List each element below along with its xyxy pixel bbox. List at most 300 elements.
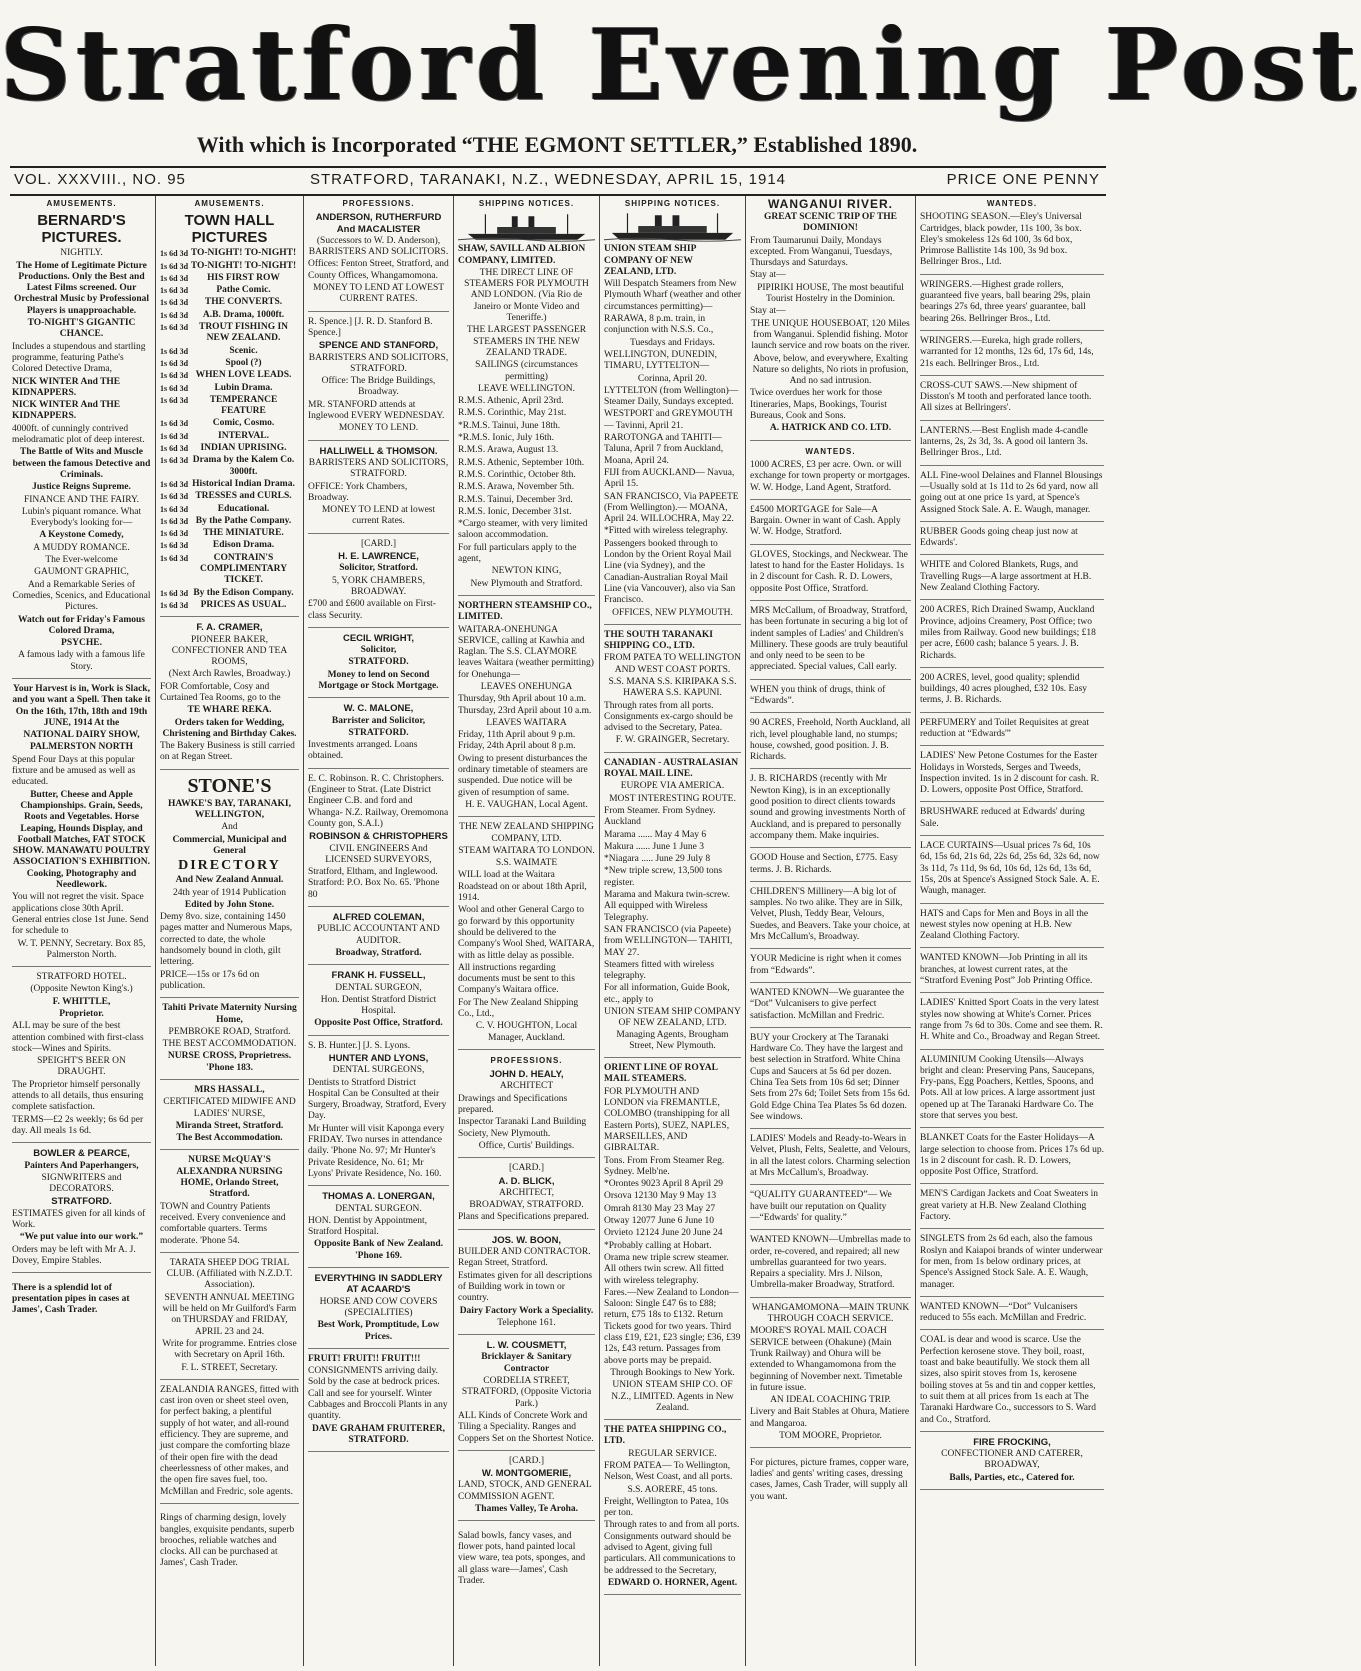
ad-text: Orders taken for Wedding, Christening and Birthday Cakes. bbox=[162, 717, 297, 739]
column-wanganui-wanteds bbox=[746, 196, 916, 1666]
ad-text: Offices: Fenton Street, Stratford, and County Offices, Whangamomona. bbox=[308, 259, 449, 281]
ad-text: S.S. MANA S.S. KIRIPAKA S.S. HAWERA S.S. KAPUNI. bbox=[608, 676, 737, 699]
ad-text: WANTED KNOWN—Job Printing in all its branches, at lowest current rates, at the “Stratford Evening Post” Job Printing Office. bbox=[920, 953, 1093, 987]
ad-text: R. Spence.] [J. R. D. Stanford B. Spence.] bbox=[308, 316, 433, 338]
ad-text: 1000 ACRES, £3 per acre. Own. or will exchange for town property or mortgages. W. W. Hodge, Land Agent, Stratford. bbox=[750, 459, 910, 493]
ad-text: Proprietor. bbox=[59, 1009, 104, 1019]
sailing-item: R.M.S. Corinthic, October 8th. bbox=[458, 469, 576, 480]
section-heading: AMUSEMENTS. bbox=[194, 199, 265, 208]
column-amusements-2 bbox=[156, 196, 304, 1666]
ad-text: PSYCHE. bbox=[61, 638, 102, 649]
ad-text: The Proprietor himself personally attends to all details, thus ensuring complete satisfaction. bbox=[12, 1079, 144, 1113]
ad-text: THE DIRECT LINE OF STEAMERS FOR PLYMOUTH AND LONDON. (Via Rio de Janeiro or Monte Video and Teneriffe.) bbox=[464, 267, 589, 324]
section-heading: PROFESSIONS. bbox=[342, 199, 415, 208]
ad-text: *Probably calling at Hobart. bbox=[604, 1240, 712, 1251]
sailing-item: R.M.S. Athenic, April 23rd. bbox=[458, 396, 564, 407]
ad-text: REGULAR SERVICE. bbox=[628, 1448, 717, 1459]
ad-text: Wool and other General Cargo to go forward by this opportunity should be delivered to the Company's Wool Shed, WAITARA, with as little delay as possible. bbox=[458, 905, 595, 961]
masthead-subtitle: With which is Incorporated “THE EGMONT SETTLER,” Established 1890. bbox=[196, 132, 918, 157]
ad-blick bbox=[458, 1163, 595, 1229]
ad-wanted bbox=[750, 1134, 911, 1185]
ad-wanted bbox=[920, 909, 1104, 949]
ad-text: OFFICE: York Chambers, Broadway. bbox=[308, 481, 408, 503]
programme-item: WHEN LOVE LEADS. bbox=[195, 370, 292, 381]
ad-title: BERNARD'S PICTURES. bbox=[37, 212, 126, 247]
programme-line bbox=[160, 248, 299, 259]
ad-text: SHOOTING SEASON.—Eley's Universal Cartridges, black powder, 11s 100, 3s box. Eley's smokeless 12s 6d 100, 3s 6d box, Primrose Ballistite 14s 100, 3s 9d box. Bellringer Bros., Ltd. bbox=[920, 212, 1082, 268]
ad-text: ESTIMATES given for all kinds of Work. bbox=[12, 1208, 146, 1231]
ad-wanted bbox=[920, 605, 1104, 667]
ad-title: SHAW, SAVILL AND ALBION COMPANY, LIMITED. bbox=[458, 244, 586, 266]
ad-text: CHILDREN'S Millinery—A big lot of samples. No two alike. They are in Silk, Velvet, Plush, Teddy Bear, Velours, Suedes, and Beavers. Take your choice, at Mrs McCallum's, Broadway. bbox=[750, 886, 910, 943]
ad-text: Bricklayer & Sanitary Contractor bbox=[481, 1352, 572, 1374]
ad-text: A famous lady with a famous life Story. bbox=[18, 650, 145, 672]
ad-title: F. A. CRAMER, bbox=[196, 622, 263, 634]
ad-wanted bbox=[920, 381, 1104, 421]
ad-text: Investments arranged. Loans obtained. bbox=[308, 740, 418, 762]
ad-text: You will not regret the visit. Space applications close 30th April. General entries close 1st June. Send for schedule to bbox=[12, 892, 149, 937]
price-tag: 1s 6d 3d bbox=[160, 346, 189, 356]
ad-text: For The New Zealand Shipping Co., Ltd., bbox=[458, 997, 579, 1019]
ad-text: [CARD.] bbox=[508, 1163, 545, 1174]
ad-text: F. W. GRAINGER, Secretary. bbox=[615, 735, 730, 746]
ad-town-hall-pictures bbox=[160, 212, 299, 617]
ad-text: BUY your Crockery at The Taranaki Hardware Co. They have the largest and best selection in Stratford. White China Cups and Saucers at 5s 6d per dozen. China Tea Sets from 10s 6d set; Dinner Sets from 27s 6d; Toilet Sets from 15s 6d. Gold Edge China Tea Plates 5s 6d dozen. See windows. bbox=[750, 1032, 910, 1122]
ad-text: SAILINGS (circumstances permitting) bbox=[475, 360, 578, 382]
ad-text: SINGLETS from 2s 6d each, also the famous Roslyn and Kaiapoi brands of winter underwear for men, from 1s below ordinary prices, at Spence's Assigned Stock Sale. A. E. Waugh, manager. bbox=[920, 1234, 1103, 1290]
sailing-item: R.M.S. Arawa, August 13. bbox=[458, 445, 559, 456]
ad-text: SAN FRANCISCO (via Papeete) from WELLINGTON— TAHITI, MAY 27. bbox=[604, 924, 733, 958]
programme-item: By the Edison Company. bbox=[193, 587, 294, 598]
ad-text: HON. Dentist by Appointment, Stratford Hospital. bbox=[308, 1215, 428, 1238]
ad-cramer bbox=[160, 622, 299, 770]
table-row: Orvieto 12124 June 20 June 24 bbox=[604, 1228, 723, 1239]
ad-bowler-pearce bbox=[12, 1148, 151, 1273]
ad-cecil-wright bbox=[308, 633, 449, 698]
ad-text: WESTPORT and GREYMOUTH— Tavinni, April 21. bbox=[604, 409, 733, 431]
column-wanteds bbox=[916, 196, 1108, 1666]
ad-text: BARRISTERS AND SOLICITORS, STRATFORD. bbox=[308, 352, 449, 374]
sailing-item: R.M.S. Corinthic, May 21st. bbox=[458, 408, 567, 419]
ad-text: *Cargo steamer, with very limited saloon accommodation. bbox=[458, 519, 588, 541]
ad-text: ALL may be sure of the best attention combined with first-class stock—Wines and Spirits. bbox=[12, 1021, 144, 1054]
ad-text: NEWTON KING, bbox=[491, 566, 562, 577]
ad-text: S.S. AORERE, 45 tons. bbox=[627, 1484, 718, 1495]
ad-text: TOWN and Country Patients received. Every convenience and comfortable quarters. Terms moderate. 'Phone 54. bbox=[160, 1201, 286, 1246]
sailing-item: R.M.S. Ionic, December 31st. bbox=[458, 506, 572, 517]
ad-text: £700 and £600 available on First-class Security. bbox=[308, 599, 436, 621]
ad-stones-directory bbox=[160, 775, 299, 998]
ad-text: WAITARA-ONEHUNGA SERVICE, calling at Kawhia and Raglan. The S.S. CLAYMORE leaves Waitara (weather permitting) for Onehunga— bbox=[458, 624, 594, 680]
ad-text: WANTED KNOWN—“Dot” Vulcanisers reduced to 55s each. McMillan and Fredric. bbox=[920, 1301, 1087, 1324]
ad-text: (Next Arch Rawles, Broadway.) bbox=[168, 669, 291, 680]
ad-text: Lubin's piquant romance. What Everybody's looking for— bbox=[21, 506, 142, 529]
column-shipping-2 bbox=[600, 196, 746, 1666]
ad-subtitle: PALMERSTON NORTH bbox=[29, 742, 134, 753]
programme-line bbox=[160, 310, 299, 321]
ad-text: W. T. PENNY, Secretary. Box 85, Palmerston North. bbox=[17, 938, 146, 960]
ad-wanted bbox=[920, 527, 1104, 556]
ad-title: JOHN D. HEALY, bbox=[489, 1069, 564, 1081]
ad-text: F. L. STREET, Secretary. bbox=[181, 1362, 278, 1373]
ad-text: PRICE—15s or 17s 6d on publication. bbox=[160, 969, 260, 991]
ad-cousmett bbox=[458, 1340, 595, 1451]
ad-title: H. E. LAWRENCE, bbox=[338, 551, 419, 563]
ad-subtitle: NIGHTLY. bbox=[60, 248, 103, 259]
price-tag: 1s 6d 3d bbox=[160, 600, 189, 610]
ad-wanted bbox=[750, 887, 911, 949]
ad-text: CONFECTIONER AND CATERER, BROADWAY, bbox=[941, 1449, 1083, 1471]
volume-number: VOL. XXXVIII., NO. 95 bbox=[14, 171, 186, 188]
ad-wanted bbox=[920, 998, 1104, 1049]
sailing-item: R.M.S. Arawa, November 5th. bbox=[458, 482, 575, 493]
ad-title: ROBINSON & CHRISTOPHERS bbox=[309, 831, 448, 843]
ad-wanted bbox=[920, 471, 1104, 522]
price: PRICE ONE PENNY bbox=[946, 171, 1100, 188]
programme-line bbox=[160, 553, 299, 587]
ad-text: ALL Fine-wool Delaines and Flannel Blousings—Usually sold at 1s 11d to 2s 6d yard, now all going out at one price 1s yard, at Spence's Assigned Stock Sale. A. E. Waugh, manager. bbox=[920, 470, 1103, 515]
ad-bernards-pictures bbox=[12, 212, 151, 679]
ad-wanted bbox=[920, 1133, 1104, 1184]
ad-wanted bbox=[750, 954, 911, 983]
ad-text: And a Remarkable Series of Comedies, Scenics, and Educational Pictures. bbox=[12, 579, 151, 613]
ad-title: NORTHERN STEAMSHIP CO., LIMITED. bbox=[458, 600, 592, 623]
ad-text: Solicitor, bbox=[360, 645, 397, 656]
programme-line bbox=[160, 261, 299, 272]
ad-text: THE BEST ACCOMMODATION. bbox=[162, 1039, 297, 1050]
ad-text: BUILDER AND CONTRACTOR. Regan Street, Stratford. bbox=[458, 1247, 591, 1269]
ad-text: Twice overdues her work for those Itineraries, Maps, Bookings, Tourist Bureaus, Cook and Sons. bbox=[750, 388, 887, 422]
ad-text: LACE CURTAINS—Usual prices 7s 6d, 10s 6d, 15s 6d, 21s 6d, 22s 6d, 25s 6d, 32s 6d, now 3s 11d, 7s 11d, 9s 6d, 10s 6d, 12s 6d, 13s 6d, 15s, 20s at Spence's Assigned Stock Sale. A. E. Waugh, manager. bbox=[920, 841, 1100, 897]
sailing-item: R.M.S. Tainui, December 3rd. bbox=[458, 494, 573, 505]
ad-text: C. V. HOUGHTON, Local Manager, Auckland. bbox=[475, 1021, 578, 1043]
ad-zealandia-ranges bbox=[160, 1385, 299, 1504]
ad-text: Passengers booked through to London by the Orient Royal Mail Line (via Sydney), and the Canadian-Australian Royal Mail Line (via Vancouver), also via San Francisco. bbox=[604, 538, 736, 606]
ad-nurse-mcquay bbox=[160, 1155, 299, 1252]
ad-wanted bbox=[750, 1235, 911, 1297]
ad-text: Opposite Bank of New Zealand. 'Phone 169. bbox=[313, 1239, 444, 1261]
ad-text: WELLINGTON, DUNEDIN, TIMARU, LYTTELTON— bbox=[604, 349, 718, 372]
price-tag: 1s 6d 3d bbox=[160, 553, 189, 563]
ad-title: NATIONAL DAIRY SHOW, bbox=[23, 730, 140, 741]
ad-title: BOWLER & PEARCE, bbox=[33, 1148, 130, 1160]
programme-line bbox=[160, 600, 299, 611]
ad-title: THE NEW ZEALAND SHIPPING COMPANY, LTD. bbox=[459, 822, 594, 844]
ad-title: Tahiti Private Maternity Nursing Home, bbox=[162, 1003, 297, 1025]
ad-text: WRINGERS.—Eureka, high grade rollers, warranted for 12 months, 12s 6d, 17s 6d, 14s, 21s each. Bellringer Bros., Ltd. bbox=[920, 335, 1094, 369]
programme-line bbox=[160, 491, 299, 502]
ad-text: BRUSHWARE reduced at Edwards' during Sale. bbox=[920, 807, 1085, 829]
ad-text: STRATFORD. bbox=[348, 727, 409, 738]
steamship-illustration bbox=[458, 212, 595, 242]
ad-title: L. W. COUSMETT, bbox=[486, 1340, 567, 1352]
ad-title: MRS HASSALL, bbox=[194, 1085, 265, 1095]
columns bbox=[8, 196, 1108, 1666]
column-professions bbox=[304, 196, 454, 1666]
ad-text: FINANCE AND THE FAIRY. bbox=[23, 494, 140, 505]
ad-text: Commercial, Municipal and General bbox=[172, 834, 287, 856]
price-tag: 1s 6d 3d bbox=[160, 516, 189, 526]
ad-fussell bbox=[308, 970, 449, 1035]
ad-text: The Battle of Wits and Muscle between the famous Detective and Criminals. bbox=[12, 447, 151, 480]
place-and-date: STRATFORD, TARANAKI, N.Z., WEDNESDAY, APRIL 15, 1914 bbox=[310, 171, 787, 188]
ad-text: Inspector Taranaki Land Building Society, New Plymouth. bbox=[458, 1117, 587, 1139]
programme-line bbox=[160, 479, 299, 490]
table-row: Orsova 12130 May 9 May 13 bbox=[604, 1191, 717, 1202]
ad-wanted bbox=[920, 673, 1104, 713]
ad-wanted bbox=[920, 1234, 1104, 1296]
ad-text: BROADWAY, STRATFORD. bbox=[469, 1200, 584, 1211]
ad-text: Office, Curtis' Buildings. bbox=[478, 1140, 575, 1151]
programme-item: TROUT FISHING IN NEW ZEALAND. bbox=[198, 322, 289, 344]
ad-text: LEAVES ONEHUNGA bbox=[480, 681, 573, 692]
ad-text: Through rates from all ports. Consignments ex-cargo should be advised to the Secretary, Patea. bbox=[604, 700, 733, 734]
programme-item: THE MINIATURE. bbox=[203, 528, 284, 539]
ad-wanted bbox=[750, 988, 911, 1028]
ad-text: Tons. From From Steamer Reg. Sydney. Melb'ne. bbox=[604, 1155, 725, 1177]
price-tag: 1s 6d 3d bbox=[160, 261, 189, 271]
ad-text: LADIES' New Petone Costumes for the Easter Holidays in Worsteds, Serges and Tweeds, Inspection invited. 1s in 2 discount for cash. R. D. Lowers, opposite Post Office, Stratford. bbox=[920, 751, 1100, 796]
ad-wanted bbox=[920, 1302, 1104, 1331]
ad-shaw-savill bbox=[458, 244, 595, 596]
ad-title: THE SOUTH TARANAKI SHIPPING CO., LTD. bbox=[604, 629, 713, 652]
ad-title: FRANK H. FUSSELL, bbox=[331, 970, 426, 982]
programme-item: CONTRAIN'S COMPLIMENTARY TICKET. bbox=[199, 552, 288, 586]
ad-text: From Taumarunui Daily, Mondays excepted. From Wanganui, Tuesdays, Thursdays and Saturdays. bbox=[750, 235, 893, 269]
ad-wanted bbox=[920, 1189, 1104, 1229]
ad-text: Orders may be left with Mr A. J. Dovey, Empire Stables. bbox=[12, 1244, 136, 1266]
ad-tarata-sheep-dog bbox=[160, 1258, 299, 1380]
ad-frocking bbox=[920, 1437, 1104, 1490]
price-tag: 1s 6d 3d bbox=[160, 456, 189, 466]
ad-wanted bbox=[750, 460, 911, 500]
ad-text: SAN FRANCISCO, Via PAPEETE (From Wellington).— MOANA, April 24. WILLOCHRA, May 22. bbox=[604, 491, 739, 525]
ad-wanted bbox=[750, 1033, 911, 1129]
ad-text: “We put value into our work.” bbox=[19, 1232, 144, 1243]
programme-line bbox=[160, 346, 299, 357]
ad-text: NURSE CROSS, Proprietress. 'Phone 183. bbox=[167, 1051, 292, 1073]
ad-text: UNION STEAM SHIP CO. OF N.Z., LIMITED. Agents in New Zealand. bbox=[611, 1380, 734, 1413]
sailing-list bbox=[458, 396, 595, 518]
ad-text: LADIES' Knitted Sport Coats in the very latest styles now showing at White's Corner. Prices range from 7s 6d to 30s. Come and see them. R. H. White and Co., Broadway and Regan Street. bbox=[920, 998, 1103, 1043]
ad-text: Freight, Wellington to Patea, 10s per ton. bbox=[604, 1496, 729, 1519]
ad-title: WHANGAMOMONA—MAIN TRUNK THROUGH COACH SERVICE. bbox=[751, 1302, 910, 1325]
ad-text: MRS McCallum, of Broadway, Stratford, has been fortunate in securing a big lot of indent samples of Ladies' and Children's Millinery. These goods are truly beautiful and only need to be seen to be appreciated. Special values, Call early. bbox=[750, 605, 909, 673]
programme-item: THE CONVERTS. bbox=[204, 297, 283, 308]
ad-text: MEN'S Cardigan Jackets and Coat Sweaters in great variety at H.B. New Zealand Clothing Factory. bbox=[920, 1189, 1098, 1223]
ad-wanted bbox=[920, 212, 1104, 274]
wanteds-list bbox=[920, 212, 1104, 1432]
ad-text: The Bakery Business is still carried on at Regan Street. bbox=[160, 741, 295, 763]
ad-wanted bbox=[920, 336, 1104, 376]
ad-wanted bbox=[920, 426, 1104, 466]
ad-title: NURSE McQUAY'S ALEXANDRA NURSING HOME, Orlando Street, Stratford. bbox=[176, 1155, 283, 1200]
ad-title: A. D. BLICK, bbox=[498, 1175, 555, 1187]
programme-item: Spool (?) bbox=[225, 357, 262, 368]
programme-item: Lubin Drama. bbox=[214, 382, 273, 393]
ad-text: LEAVES WAITARA bbox=[486, 717, 567, 728]
ad-text: Barrister and Solicitor, bbox=[331, 715, 426, 726]
ad-title: THOMAS A. LONERGAN, bbox=[322, 1191, 435, 1203]
ad-wanted bbox=[920, 1335, 1104, 1431]
ad-text: NICK WINTER And THE KIDNAPPERS. bbox=[12, 400, 121, 422]
ad-text: ALUMINIUM Cooking Utensils—Always bright and clean: Preserving Pans, Saucepans, Fry-pans, Egg Poachers, Kettles, Spoons, and Pots. All at low prices. A large assortment just opened up at The Taranaki Hardware Co. The store that serves you best. bbox=[920, 1054, 1096, 1121]
ad-text: DENTAL SURGEON, bbox=[335, 982, 422, 993]
sailing-item: R.M.S. Athenic, September 10th. bbox=[458, 457, 585, 468]
ad-text: [CARD.] bbox=[360, 538, 397, 549]
ad-text: Fares.—New Zealand to London—Saloon: Single £47 6s to £88; return, £75 18s to £132. Return Tickets good for two years. Third class £19, £21, £23 single; £36, £39 12s, £43 return. Passages from above ports may be prepaid. bbox=[604, 1287, 741, 1366]
ad-text: PIONEER BAKER, CONFECTIONER AND TEA ROOMS, bbox=[171, 634, 288, 668]
ad-hunter-lyons bbox=[308, 1041, 449, 1187]
ad-wanted bbox=[920, 280, 1104, 331]
ad-text: 24th year of 1914 Publication bbox=[173, 887, 286, 898]
ad-text: MOORE'S ROYAL MAIL COACH SERVICE between (Ohakune) (Main Trunk Railway) and Ohura will be extended to Whangamomona from the beginning of November next. Timetable in future issue. bbox=[750, 1326, 903, 1393]
ad-text: Steamers fitted with wireless telegraphy. bbox=[604, 959, 715, 982]
ad-text: (Opposite Newton King's.) bbox=[30, 984, 133, 995]
ad-title: FIRE FROCKING, bbox=[973, 1436, 1051, 1448]
ad-text: 200 ACRES, Rich Drained Swamp, Auckland Province, adjoins Creamery, Post Office; two miles from Railway. Good new buildings; £18 per acre, £600 cash; balance 5 years. J. B. Richards. bbox=[920, 605, 1096, 661]
ad-text: MOST INTERESTING ROUTE. bbox=[609, 793, 736, 804]
ad-title: CANADIAN - AUSTRALASIAN ROYAL MAIL LINE. bbox=[604, 757, 739, 780]
ad-text: Will Despatch Steamers from New Plymouth Wharf (weather and other circumstances permitting)— bbox=[604, 279, 742, 312]
ad-text: THE LARGEST PASSENGER STEAMERS IN THE NEW ZEALAND TRADE. bbox=[466, 325, 587, 358]
masthead bbox=[0, 0, 1361, 188]
ad-text: ALL Kinds of Concrete Work and Tiling a Speciality. Ranges and Coppers Set on the Shortest Notice. bbox=[458, 1410, 594, 1444]
ad-text: E. C. Robinson. R. C. Christophers. (Engineer to Strat. (Late District Engineer C.B. and ford and Whanga- N.Z. Railway, Oremomona County gon, S.A.I.) bbox=[308, 773, 449, 829]
ad-text: LYTTELTON (from Wellington)— Steamer Daily, Sundays excepted. bbox=[604, 385, 739, 408]
ad-text: And bbox=[221, 822, 238, 833]
dateline bbox=[10, 166, 1106, 196]
ad-text: Edited by John Stone. bbox=[184, 899, 275, 910]
ad-text: ARCHITECT, bbox=[499, 1187, 554, 1198]
programme-line bbox=[160, 431, 299, 442]
section-heading: WANTEDS. bbox=[986, 199, 1038, 208]
ad-text: WANTED KNOWN—We guarantee the “Dot” Vulcanisers to give perfect satisfaction. McMillan and Fredric. bbox=[750, 987, 905, 1021]
ad-title: EVERYTHING IN SADDLERY AT ACAARD'S bbox=[314, 1273, 443, 1296]
ad-text: A MUDDY ROMANCE. bbox=[33, 542, 130, 553]
ad-wanted bbox=[750, 718, 911, 769]
price-tag: 1s 6d 3d bbox=[160, 298, 189, 308]
ad-text: Solicitor, Stratford. bbox=[339, 563, 418, 574]
ad-text: LEAVE WELLINGTON. bbox=[477, 383, 576, 394]
ad-wanted bbox=[750, 774, 911, 848]
column-shipping-1 bbox=[454, 196, 600, 1666]
ad-text: DAVE GRAHAM FRUITERER, STRATFORD. bbox=[311, 1423, 446, 1445]
table-row: *Orontes 9023 April 8 April 29 bbox=[604, 1179, 724, 1190]
ad-text: ZEALANDIA RANGES, fitted with cast iron oven or sheet steel oven, for perfect baking, a plentiful supply of hot water, and all-round efficiency. They are supreme, and just compare the comforting blaze of their open fire with the dead cheerlessness of other makes, and the open fire saves fuel, too. McMillan and Fredric, sole agents. bbox=[160, 1384, 299, 1497]
price-tag: 1s 6d 3d bbox=[160, 249, 189, 259]
ad-text: WHEN you think of drugs, think of “Edwards”. bbox=[750, 684, 886, 706]
table-row: Makura ...... June 1 June 3 bbox=[604, 841, 704, 852]
ad-text: For pictures, picture frames, copper ware, ladies' and gents' writing cases, dressing cases, James, Cash Trader, will supply all you want. bbox=[750, 1457, 909, 1502]
ad-text: Friday, 11th April about 9 p.m. Friday, 24th April about 8 p.m. bbox=[458, 730, 576, 752]
ad-text: SEVENTH ANNUAL MEETING will be held on Mr Guilford's Farm on THURSDAY and FRIDAY, APRIL 23 and 24. bbox=[162, 1292, 297, 1337]
ad-john-healy bbox=[458, 1069, 595, 1158]
programme-line bbox=[160, 383, 299, 394]
ad-patea-shipping bbox=[604, 1425, 741, 1595]
programme-item: Historical Indian Drama. bbox=[192, 478, 295, 489]
programme-item: TO-NIGHT! TO-NIGHT! bbox=[190, 260, 297, 271]
programme-item: A.B. Drama, 1000ft. bbox=[202, 309, 285, 320]
ad-text: LAND, STOCK, AND GENERAL COMMISSION AGENT. bbox=[458, 1480, 592, 1502]
ad-text: S. B. Hunter.] [J. S. Lyons. bbox=[308, 1040, 411, 1051]
ad-title: JOS. W. BOON, bbox=[491, 1234, 562, 1246]
ad-text: Through Bookings to New York. bbox=[610, 1367, 735, 1378]
programme-item: TEMPERANCE FEATURE bbox=[209, 394, 278, 417]
ad-wanted bbox=[750, 550, 911, 601]
ad-south-taranaki-shipping bbox=[604, 630, 741, 753]
ad-text: NICK WINTER And THE KIDNAPPERS. bbox=[12, 376, 121, 398]
ad-spence-stanford bbox=[308, 317, 449, 441]
ad-text: New Plymouth and Stratford. bbox=[470, 578, 583, 589]
ad-text: Broadway, Stratford. bbox=[335, 947, 422, 958]
ad-dairy-show bbox=[12, 684, 151, 967]
ad-stratford-hotel bbox=[12, 972, 151, 1143]
price-tag: 1s 6d 3d bbox=[160, 419, 189, 429]
price-tag: 1s 6d 3d bbox=[160, 310, 189, 320]
programme-item: Comic, Cosmo. bbox=[212, 418, 275, 429]
section-heading: WANTEDS. bbox=[805, 446, 856, 456]
ad-text: There is a splendid lot of presentation pipes in cases at James', Cash Trader. bbox=[12, 1282, 130, 1316]
ad-text: MONEY TO LEND AT LOWEST CURRENT RATES. bbox=[312, 283, 445, 305]
ad-text: STRATFORD. bbox=[51, 1196, 112, 1208]
ad-text: Dentists to Stratford District Hospital Can be Consulted at their Surgery, Broadway, Stratford, Every Day. bbox=[308, 1077, 447, 1122]
ad-text: Orama new triple screw steamer. All others twin screw. All fitted with wireless telegraphy. bbox=[604, 1252, 729, 1286]
ad-text: Owing to present disturbances the ordinary timetable of steamers are suspended. Due notice will be given of resumption of same. bbox=[458, 753, 588, 798]
ad-text: AN IDEAL COACHING TRIP. bbox=[770, 1395, 891, 1406]
ad-text: LANTERNS.—Best English made 4-candle lanterns, 2s, 2s 3d, 3s. A good oil lantern 3s. Bellringer Bros., Ltd. bbox=[920, 425, 1088, 459]
ad-text: YOUR Medicine is right when it comes from “Edwards”. bbox=[750, 954, 902, 976]
ad-text: Dairy Factory Work a Speciality. bbox=[459, 1305, 594, 1316]
programme-item: Scenic. bbox=[229, 345, 258, 356]
ad-text: WRINGERS.—Highest grade rollers, guaranteed five years, ball bearing 29s, plain bearings 27s 6d, three years' guarantee, ball bearing 26s. Bellringer Bros., Ltd. bbox=[920, 279, 1091, 324]
ad-text: FROM PATEA TO WELLINGTON AND WEST COAST PORTS. bbox=[604, 653, 741, 675]
ad-title: FRUIT! FRUIT!! FRUIT!!! bbox=[308, 1353, 421, 1364]
programme-line bbox=[160, 528, 299, 539]
ad-text: STEAM WAITARA TO LONDON. bbox=[458, 845, 595, 856]
ad-text: MONEY TO LEND. bbox=[338, 423, 419, 434]
ad-text: The Home of Legitimate Picture Productions. Only the Best and Latest Films screened. Our Orchestral Music by Professional Players is unapproachable. bbox=[13, 260, 149, 316]
ad-text: Includes a stupendous and startling programme, featuring Pathe's Colored Detective Drama, bbox=[12, 341, 146, 375]
programme-line bbox=[160, 370, 299, 381]
programme-line bbox=[160, 516, 299, 527]
ad-text: 5, YORK CHAMBERS, BROADWAY. bbox=[331, 575, 426, 597]
price-tag: 1s 6d 3d bbox=[160, 431, 189, 441]
ad-text: All instructions regarding documents must be sent to this Company's Waitara office. bbox=[458, 962, 575, 996]
ad-halliwell-thomson bbox=[308, 446, 449, 534]
ad-text: GLOVES, Stockings, and Neckwear. The latest to hand for the Easter Holidays. 1s in 2 discount for Cash. R. D. Lowers, opposite Post Office, Stratford. bbox=[750, 549, 908, 594]
ad-text: Stay at— bbox=[750, 270, 786, 281]
programme-line bbox=[160, 297, 299, 308]
ad-text: THE UNIQUE HOUSEBOAT, 120 Miles from Wanganui. Splendid fishing. Motor launch service and row boats on the river. bbox=[751, 318, 910, 352]
programme-item: INTERVAL. bbox=[218, 430, 269, 441]
ad-text: Stay at— bbox=[750, 306, 786, 317]
ad-orient-line bbox=[604, 1063, 741, 1420]
ad-text: Livery and Bait Stables at Ohura, Matiere and Mangaroa. bbox=[750, 1407, 910, 1429]
ad-wanted bbox=[920, 1055, 1104, 1129]
ad-text: Miranda Street, Stratford. bbox=[175, 1120, 284, 1131]
ad-text: Drawings and Specifications prepared. bbox=[458, 1093, 568, 1116]
ad-text: Office: The Bridge Buildings, Broadway. bbox=[321, 376, 436, 398]
ad-text: Watch out for Friday's Famous Colored Drama, bbox=[17, 614, 146, 636]
ad-text: From Steamer. From Sydney. Auckland bbox=[604, 805, 716, 828]
ad-text: J. B. RICHARDS (recently with Mr Newton King), is in an exceptionally good position to direct clients towards sound and growing investments North of Auckland, and is prepared to personally accompany them. Make inquiries. bbox=[750, 774, 906, 841]
ad-text: TE WHARE REKA. bbox=[187, 705, 272, 716]
ad-text: For full particulars apply to the agent, bbox=[458, 542, 577, 565]
ad-text: Salad bowls, fancy vases, and flower pots, hand painted local view ware, tea pots, sponges, and all glass ware—James', Cash Trader. bbox=[458, 1530, 586, 1586]
ad-wanted bbox=[750, 685, 911, 714]
price-tag: 1s 6d 3d bbox=[160, 358, 189, 368]
